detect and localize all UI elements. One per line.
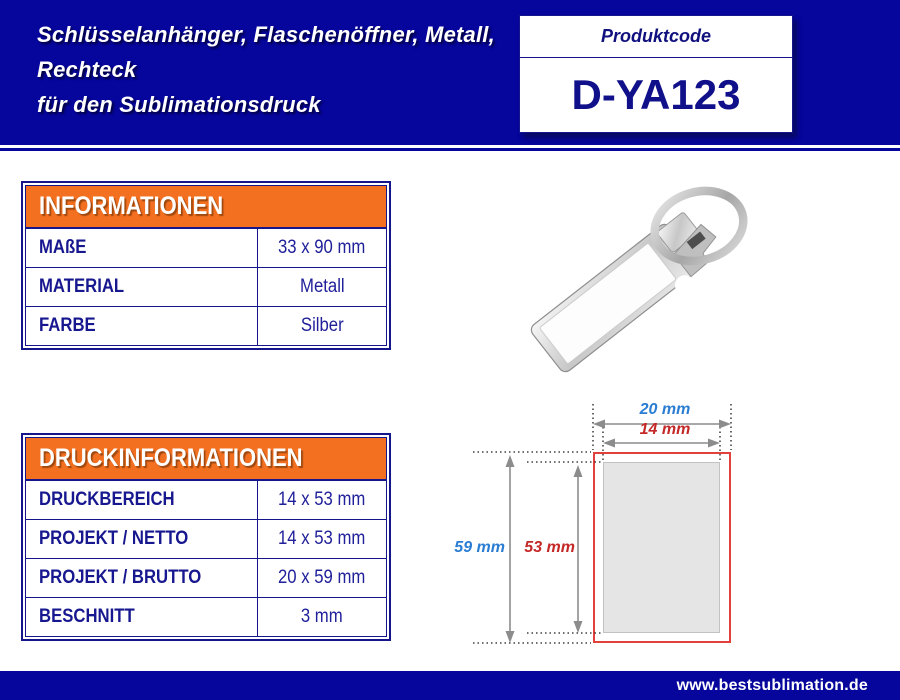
- info-row-value: Metall: [299, 276, 345, 297]
- table-row: [26, 306, 386, 345]
- print-row-value: 14 x 53 mm: [278, 489, 366, 510]
- footer-link[interactable]: www.bestsublimation.de: [676, 676, 868, 694]
- info-table-title: INFORMATIONEN: [39, 192, 224, 220]
- arrow-14mm: [603, 439, 720, 448]
- product-code-label: Produktcode: [520, 16, 792, 58]
- print-info-table: [21, 433, 391, 641]
- info-row-label: MAßE: [39, 237, 87, 258]
- print-row-value: 3 mm: [301, 606, 343, 627]
- dimension-diagram: [440, 395, 770, 660]
- dim-label-outer-width: 20 mm: [639, 401, 691, 418]
- header-divider: [0, 148, 900, 151]
- page-title-line-1: Schlüsselanhänger, Flaschenöffner, Metall,: [37, 22, 495, 47]
- arrow-59mm: [506, 455, 515, 643]
- dim-label-outer-height: 59 mm: [454, 539, 505, 556]
- print-info-table-title: DRUCKINFORMATIONEN: [39, 444, 303, 472]
- table-row: [26, 267, 386, 306]
- table-row: [26, 228, 386, 267]
- table-row: [26, 519, 386, 558]
- keychain-body: [529, 203, 734, 385]
- page-title: [37, 17, 495, 122]
- dimension-arrows: [440, 395, 770, 660]
- info-table-header: [26, 186, 386, 228]
- product-code-value: D-YA123: [571, 70, 741, 118]
- info-row-value: 33 x 90 mm: [278, 237, 366, 258]
- info-row-value: Silber: [300, 315, 344, 336]
- product-code-box: [519, 15, 793, 133]
- footer-bar: [0, 671, 900, 700]
- print-info-table-header: [26, 438, 386, 480]
- print-row-label: DRUCKBEREICH: [39, 489, 175, 510]
- table-row: [26, 480, 386, 519]
- info-row-label: MATERIAL: [39, 276, 125, 297]
- info-row-label: FARBE: [39, 315, 96, 336]
- page-title-line-3: für den Sublimationsdruck: [37, 92, 321, 117]
- print-row-label: BESCHNITT: [39, 606, 135, 627]
- product-photo-keychain: [480, 160, 780, 400]
- dim-label-inner-height: 53 mm: [524, 539, 575, 556]
- dim-label-inner-width: 14 mm: [639, 421, 691, 438]
- print-row-label: PROJEKT / BRUTTO: [39, 567, 202, 588]
- table-row: [26, 558, 386, 597]
- print-row-value: 20 x 59 mm: [278, 567, 366, 588]
- dotted-guides: [473, 404, 731, 643]
- page-title-line-2: Rechteck: [37, 57, 137, 82]
- print-row-value: 14 x 53 mm: [278, 528, 366, 549]
- table-row: [26, 597, 386, 636]
- print-row-label: PROJEKT / NETTO: [39, 528, 189, 549]
- info-table: [21, 181, 391, 350]
